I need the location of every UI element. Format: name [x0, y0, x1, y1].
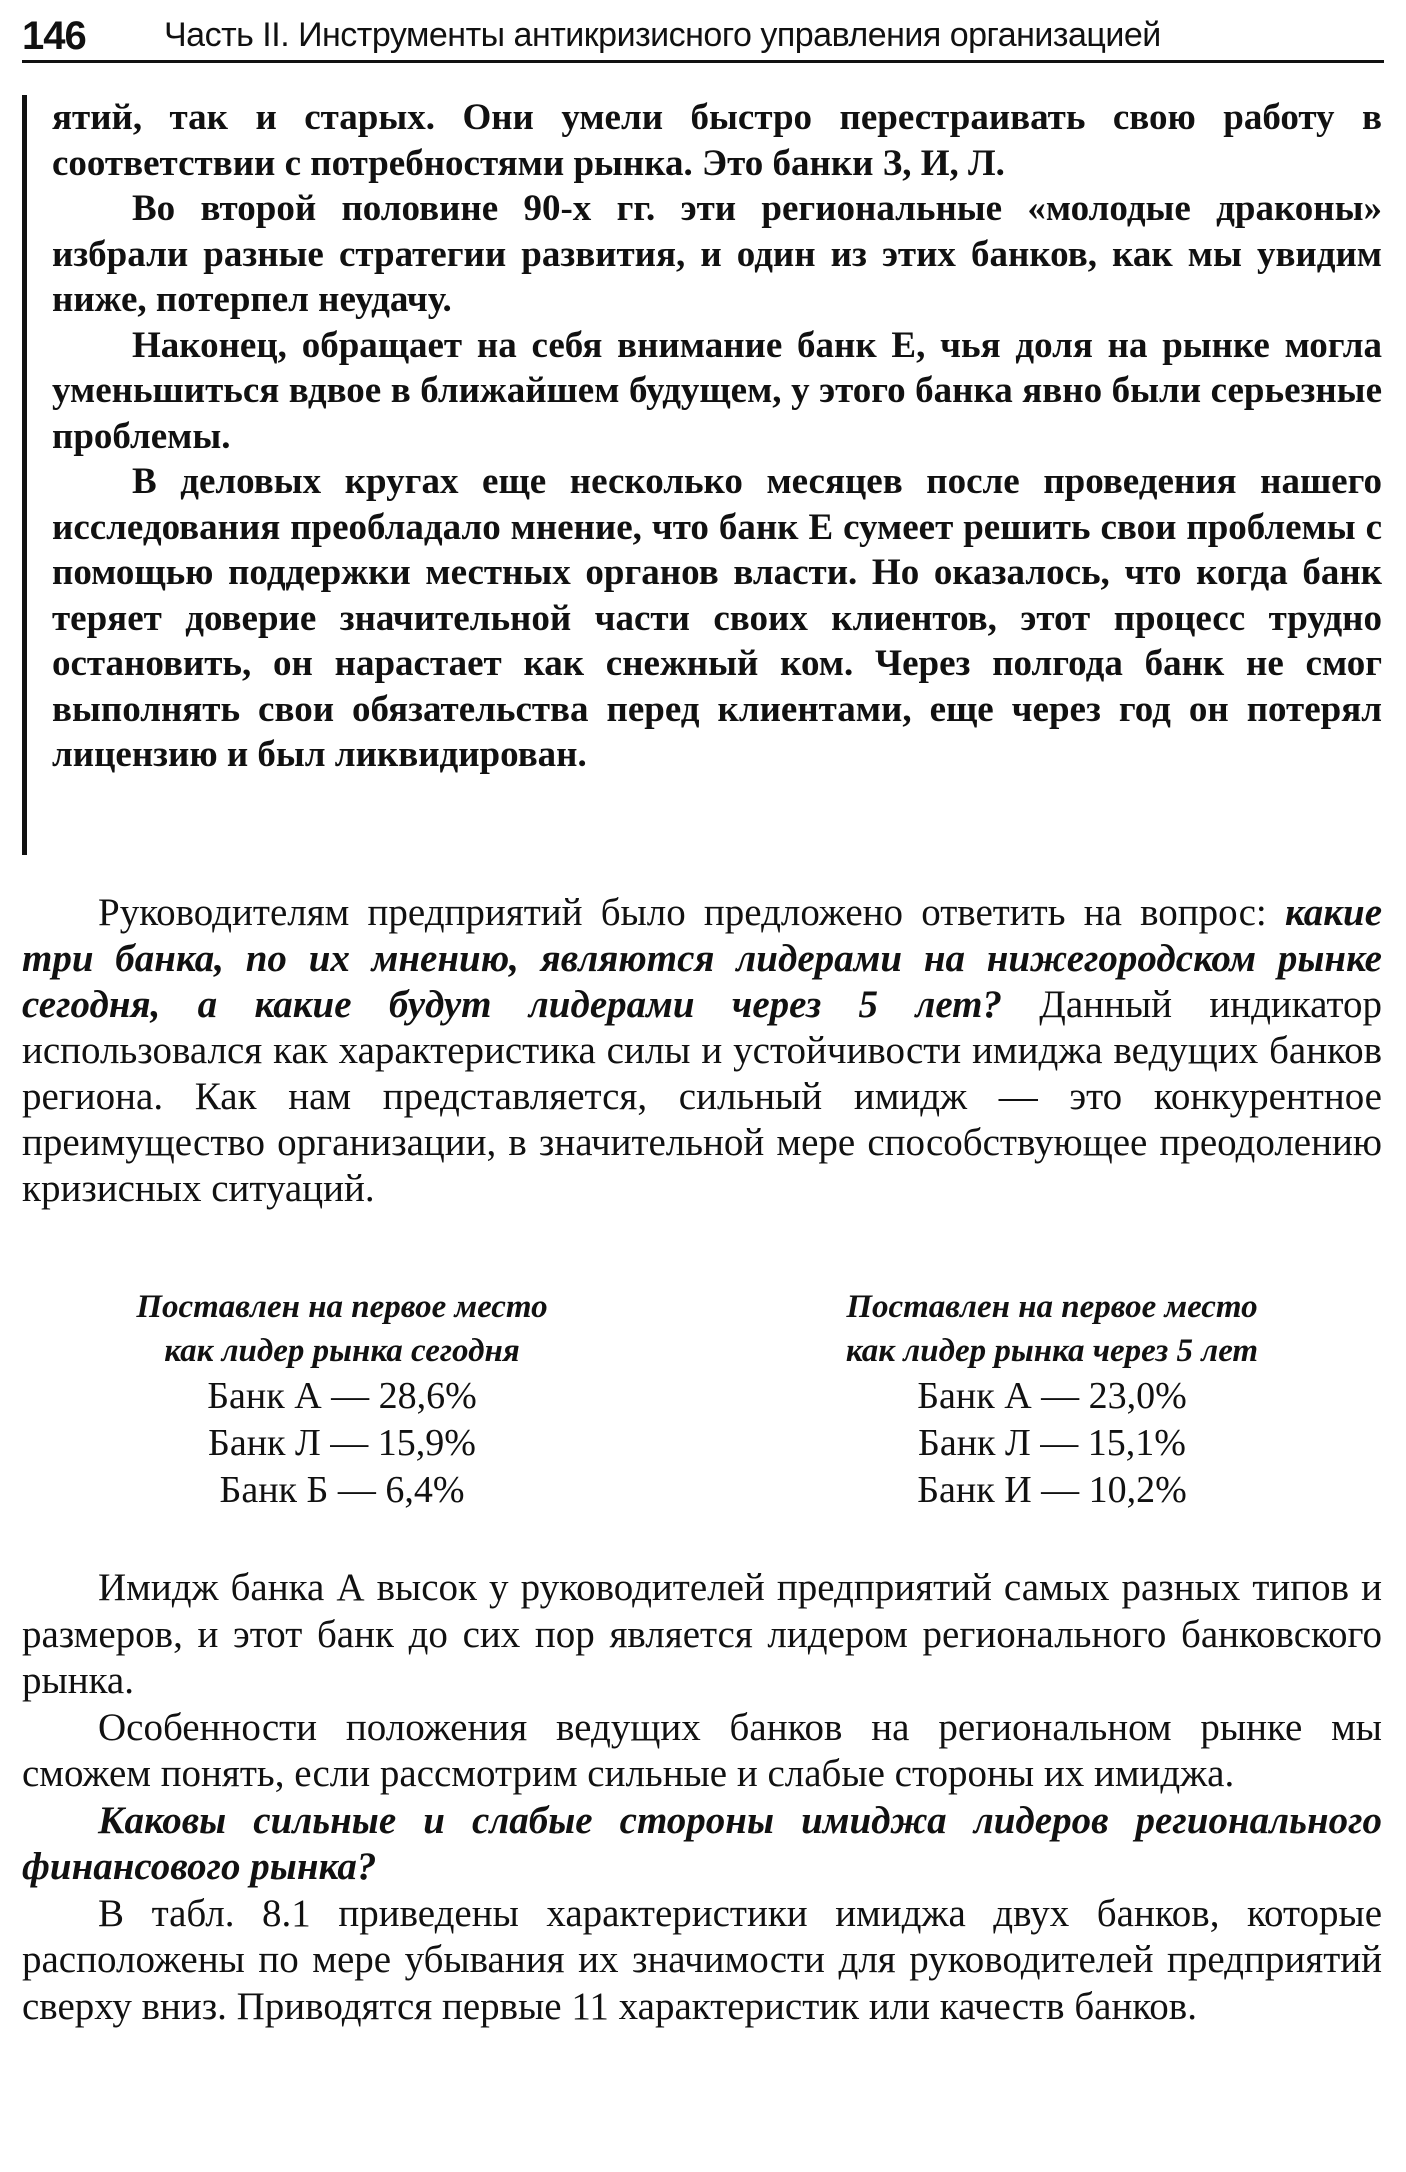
ranking-heading: как лидер рынка через 5 лет — [845, 1333, 1259, 1369]
survey-question: какие три банка, по их мнению, являются лидерами на нижегородском рынке сегодня, а какие будут лидерами через 5 лет? — [22, 891, 1382, 1026]
section-question: Каковы сильные и слабые стороны имиджа лидеров регионального финансового рынка? — [22, 1798, 1382, 1888]
ranking-row: Банк И — 10,2% — [917, 1469, 1187, 1511]
ranking-row: Банк Л — 15,1% — [918, 1422, 1186, 1464]
boxed-case-text — [22, 95, 1387, 855]
closing-text — [22, 1565, 1382, 2030]
ranking-columns — [22, 1285, 1382, 1515]
boxed-paragraph: ятий, так и старых. Они умели быстро перестраивать свою работу в соответствии с потребностями рынка. Это банки З, И, Л. — [52, 97, 1382, 184]
ranking-today — [82, 1285, 602, 1514]
ranking-heading: как лидер рынка сегодня — [164, 1333, 520, 1369]
boxed-paragraph: В деловых кругах еще несколько месяцев после проведения нашего исследования преобладало мнение, что банк Е сумеет решить свои проблемы с помощью поддержки местных органов власти. Но оказалось, что когда банк теряет доверие значительной части своих клиентов, этот процесс трудно остановить, он нарастает как снежный ком. Через полгода банк не смог выполнять свои обязательства перед клиентами, еще через год он потерял лицензию и был ликвидирован. — [52, 461, 1382, 775]
ranking-heading: Поставлен на первое место — [846, 1289, 1258, 1325]
paragraph: Особенности положения ведущих банков на региональном рынке мы сможем понять, если рассмотрим сильные и слабые стороны их имиджа. — [22, 1705, 1382, 1795]
ranking-row: Банк Б — 6,4% — [219, 1469, 465, 1511]
ranking-heading: Поставлен на первое место — [136, 1289, 548, 1325]
boxed-paragraph: Наконец, обращает на себя внимание банк Е, чья доля на рынке могла уменьшиться вдвое в ближайшем будущем, у этого банка явно были серьезные проблемы. — [52, 324, 1382, 457]
page-header — [22, 10, 1384, 63]
boxed-paragraph: Во второй половине 90-х гг. эти региональные «молодые драконы» избрали разные стратегии развития, и один из этих банков, как мы увидим ниже, потерпел неудачу. — [52, 188, 1382, 320]
running-title: Часть II. Инструменты антикризисного управления организацией — [164, 16, 1161, 54]
paragraph: Имидж банка А высок у руководителей предприятий самых разных типов и размеров, и этот банк до сих пор является лидером регионального банковского рынка. — [22, 1566, 1382, 1702]
intro-end: Данный индикатор использовался как характеристика силы и устойчивости имиджа ведущих банков региона. Как нам представляется, сильный имидж — это конкурентное преимущество организации, в значительной мере способствующее преодолению кризисных ситуаций. — [22, 983, 1382, 1210]
main-text — [22, 890, 1382, 1212]
ranking-row: Банк Л — 15,9% — [208, 1422, 476, 1464]
intro-start: Руководителям предприятий было предложено ответить на вопрос: — [98, 891, 1285, 934]
ranking-future — [782, 1285, 1322, 1514]
intro-paragraph — [22, 890, 1382, 1212]
paragraph: В табл. 8.1 приведены характеристики имиджа двух банков, которые расположены по мере убывания их значимости для руководителей предприятий сверху вниз. Приводятся первые 11 характеристик или качеств банков. — [22, 1891, 1382, 2028]
ranking-row: Банк А — 28,6% — [207, 1375, 477, 1417]
ranking-row: Банк А — 23,0% — [917, 1375, 1187, 1417]
page-number: 146 — [22, 14, 86, 58]
